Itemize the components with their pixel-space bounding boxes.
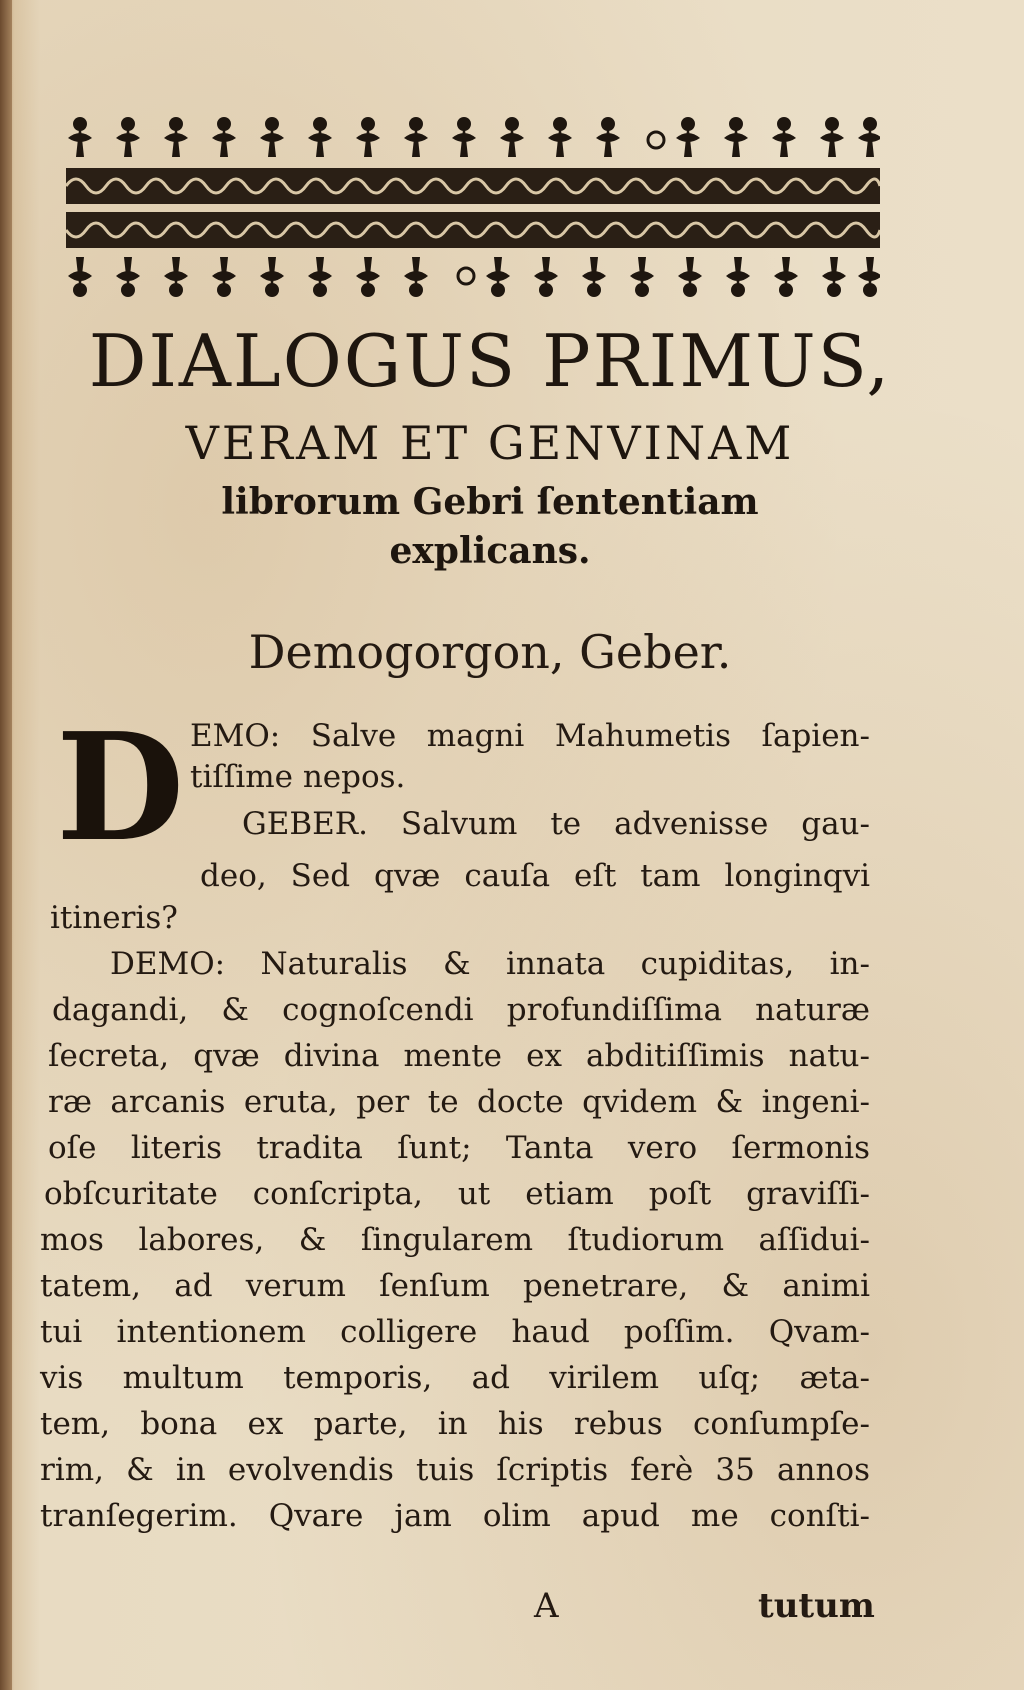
- border-band-bottom: [66, 212, 880, 248]
- body-line: rim, & in evolvendis tuis ſcriptis ferè 35 annos: [40, 1452, 870, 1488]
- binding-edge: [0, 0, 12, 1690]
- dialogue-title: DIALOGUS PRIMUS,: [88, 319, 892, 403]
- speakers-heading: Demogorgon, Geber.: [248, 625, 732, 679]
- fleuron-row-bottom: [66, 252, 880, 302]
- dialogue-description-line-1: librorum Gebri ſententiam: [221, 481, 759, 523]
- body-line: oſe literis tradita ſunt; Tanta vero ſermonis: [48, 1130, 870, 1166]
- dialogue-subtitle: VERAM ET GENVINAM: [185, 416, 795, 470]
- fleuron-row-top: [66, 112, 880, 162]
- catchword: tutum: [758, 1586, 875, 1626]
- signature-mark: A: [534, 1586, 559, 1626]
- body-line: GEBER. Salvum te advenisse gau-: [242, 806, 870, 842]
- body-line: tatem, ad verum ſenſum penetrare, & animi: [40, 1268, 870, 1304]
- body-line: deo, Sed qvæ cauſa eſt tam longinqvi: [200, 858, 870, 894]
- border-band-top: [66, 168, 880, 204]
- body-line: ræ arcanis eruta, per te docte qvidem & ingeni-: [48, 1084, 870, 1120]
- body-line: ſecreta, qvæ divina mente ex abditiſſimis natu-: [48, 1038, 870, 1074]
- body-line: vis multum temporis, ad virilem uſq; æta-: [40, 1360, 870, 1396]
- drop-cap: D: [56, 700, 185, 874]
- body-line: tiſſime nepos.: [190, 759, 406, 795]
- body-line: EMO: Salve magni Mahumetis ſapien-: [190, 718, 870, 754]
- body-line: itineris?: [50, 900, 178, 936]
- body-line: tui intentionem colligere haud poſſim. Qvam-: [40, 1314, 870, 1350]
- body-line: obſcuritate conſcripta, ut etiam poſt graviſſi-: [44, 1176, 870, 1212]
- dialogue-description-line-2: explicans.: [389, 530, 591, 572]
- body-line: tem, bona ex parte, in his rebus conſumpſe-: [40, 1406, 870, 1442]
- body-line: dagandi, & cognoſcendi profundiſſima naturæ: [52, 992, 870, 1028]
- body-line: tranſegerim. Qvare jam olim apud me conſti-: [40, 1498, 870, 1534]
- body-line: mos labores, & ſingularem ſtudiorum aſſidui-: [40, 1222, 870, 1258]
- body-line: DEMO: Naturalis & innata cupiditas, in-: [110, 946, 870, 982]
